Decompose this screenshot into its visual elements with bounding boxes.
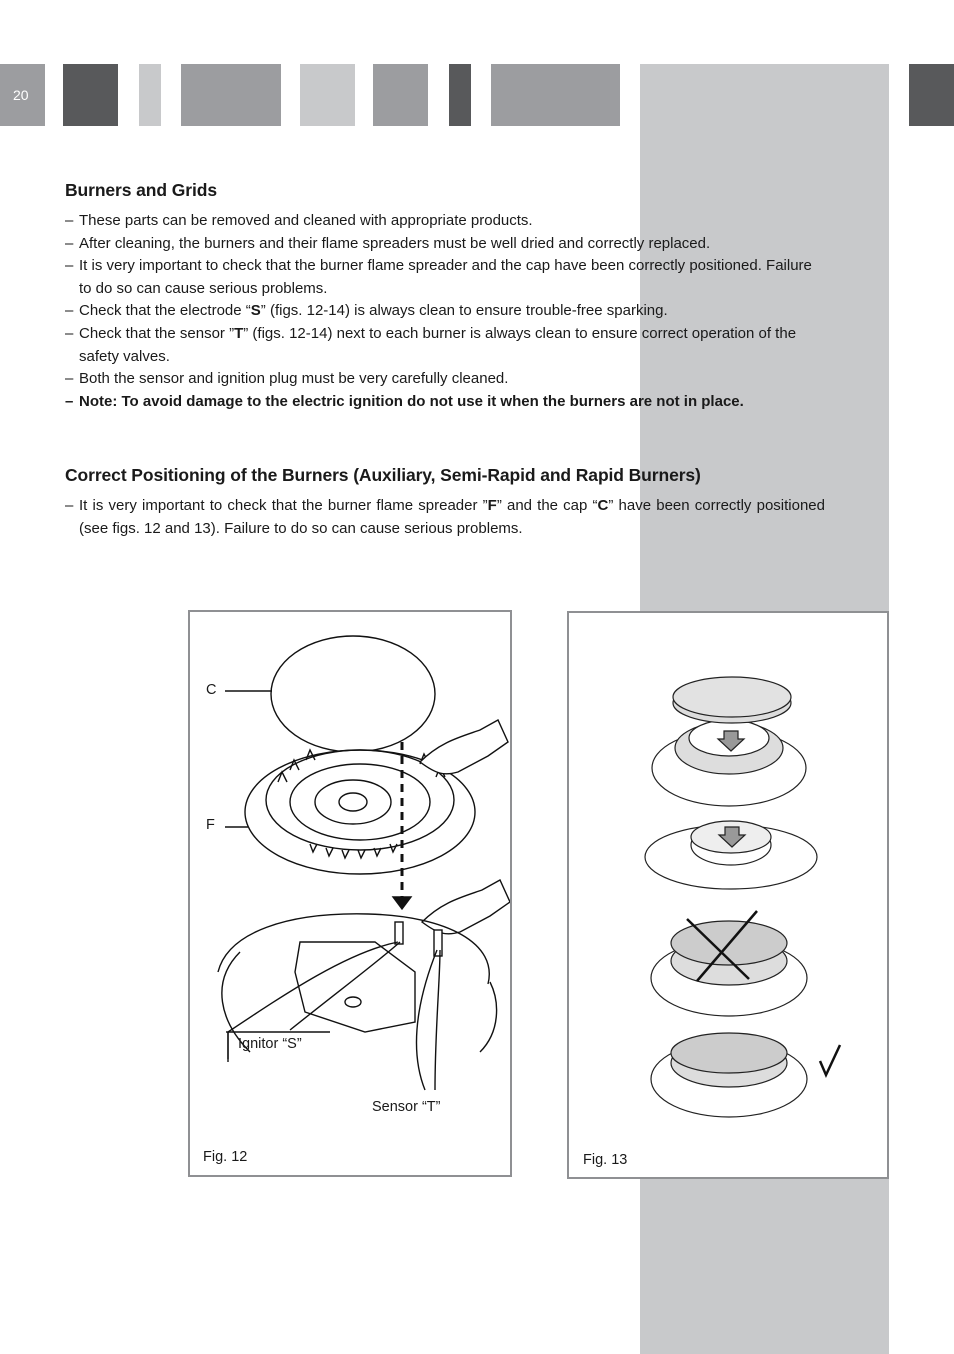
list-item: – It is very important to check that the burner flame spreader and the cap have been correctly positioned. Failure to do so can cause serious problems. xyxy=(65,255,825,300)
burner-assembly-sequence-illustration xyxy=(569,613,887,1177)
header-block xyxy=(449,64,471,126)
note-item: – Note: To avoid damage to the electric ignition do not use it when the burners are not in place. xyxy=(65,391,825,414)
callout-ignitor: Ignitor “S” xyxy=(238,1036,302,1052)
figure-12 xyxy=(188,610,512,1177)
header-block xyxy=(491,64,620,126)
list-item: – These parts can be removed and cleaned with appropriate products. xyxy=(65,210,825,233)
list-item: – After cleaning, the burners and their flame spreaders must be well dried and correctly replaced. xyxy=(65,233,825,256)
figure-13-label: Fig. 13 xyxy=(583,1152,628,1168)
section-title-burners-grids: Burners and Grids xyxy=(65,180,217,200)
section-title-positioning: Correct Positioning of the Burners (Auxiliary, Semi-Rapid and Rapid Burners) xyxy=(65,465,701,486)
cleaning-instructions-list xyxy=(65,210,825,413)
burner-exploded-illustration xyxy=(190,612,510,1175)
header-block xyxy=(63,64,118,126)
list-item: – Check that the sensor ”T” (figs. 12-14) next to each burner is always clean to ensure correct operation of the safety valves. xyxy=(65,323,825,368)
main-content xyxy=(65,180,825,541)
list-item: – Check that the electrode “S” (figs. 12-14) is always clean to ensure trouble-free sparking. xyxy=(65,300,825,323)
positioning-list xyxy=(65,495,825,540)
figure-13 xyxy=(567,611,889,1179)
list-item: – It is very important to check that the burner flame spreader ”F” and the cap “C” have been correctly positioned (see figs. 12 and 13). Failure to do so can cause serious problems. xyxy=(65,495,825,540)
callout-spreader-f: F xyxy=(206,817,215,833)
header-block xyxy=(373,64,428,126)
header-block xyxy=(139,64,161,126)
callout-sensor: Sensor “T” xyxy=(372,1099,441,1115)
callout-cap-c: C xyxy=(206,682,217,698)
list-item: – Both the sensor and ignition plug must be very carefully cleaned. xyxy=(65,368,825,391)
header-block xyxy=(300,64,355,126)
figure-12-label: Fig. 12 xyxy=(203,1149,248,1165)
header-block xyxy=(181,64,281,126)
page-number: 20 xyxy=(0,64,45,126)
header-block xyxy=(909,64,954,126)
